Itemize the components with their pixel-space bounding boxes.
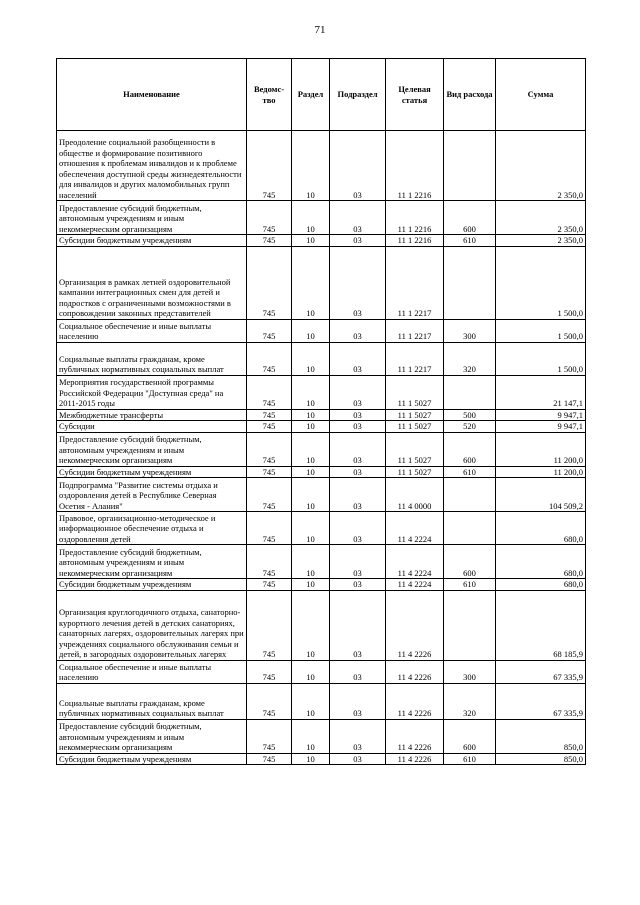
row-celevaya-statya-cell: 11 4 2224 (386, 579, 444, 591)
row-podrazdel-cell: 03 (330, 432, 386, 466)
row-razdel-cell: 10 (292, 660, 330, 683)
row-vedomstvo-cell: 745 (247, 660, 292, 683)
row-summa-cell: 2 350,0 (496, 131, 586, 201)
row-summa-cell: 2 350,0 (496, 235, 586, 247)
row-summa-cell: 68 185,9 (496, 590, 586, 660)
row-name-cell: Субсидии (57, 421, 247, 433)
row-vedomstvo-cell: 745 (247, 342, 292, 375)
row-razdel-cell: 10 (292, 235, 330, 247)
row-name-cell: Предоставление субсидий бюджетным, автономным учреждениям и иным некоммерческим организациям (57, 545, 247, 579)
table-row (57, 512, 586, 545)
table-row (57, 246, 586, 319)
row-razdel-cell: 10 (292, 719, 330, 753)
row-celevaya-statya-cell: 11 4 0000 (386, 478, 444, 512)
row-celevaya-statya-cell: 11 1 2217 (386, 246, 444, 319)
row-razdel-cell: 10 (292, 478, 330, 512)
header-podrazdel: Подраздел (330, 59, 386, 131)
table-row (57, 753, 586, 765)
row-podrazdel-cell: 03 (330, 235, 386, 247)
row-summa-cell: 1 500,0 (496, 246, 586, 319)
row-razdel-cell: 10 (292, 683, 330, 719)
row-razdel-cell: 10 (292, 421, 330, 433)
row-podrazdel-cell: 03 (330, 545, 386, 579)
row-summa-cell: 21 147,1 (496, 375, 586, 409)
row-name-cell: Субсидии бюджетным учреждениям (57, 235, 247, 247)
row-summa-cell: 850,0 (496, 719, 586, 753)
row-celevaya-statya-cell: 11 4 2224 (386, 512, 444, 545)
row-vedomstvo-cell: 745 (247, 683, 292, 719)
row-celevaya-statya-cell: 11 1 5027 (386, 421, 444, 433)
header-summa: Сумма (496, 59, 586, 131)
table-row (57, 319, 586, 342)
row-summa-cell: 67 335,9 (496, 660, 586, 683)
row-razdel-cell: 10 (292, 579, 330, 591)
row-name-cell: Субсидии бюджетным учреждениям (57, 753, 247, 765)
header-name: Наименование (57, 59, 247, 131)
row-vedomstvo-cell: 745 (247, 409, 292, 421)
row-razdel-cell: 10 (292, 131, 330, 201)
row-razdel-cell: 10 (292, 512, 330, 545)
row-razdel-cell: 10 (292, 342, 330, 375)
row-vedomstvo-cell: 745 (247, 319, 292, 342)
table-header-row (57, 59, 586, 131)
table-row (57, 342, 586, 375)
row-vedomstvo-cell: 745 (247, 375, 292, 409)
row-name-cell: Межбюджетные трансферты (57, 409, 247, 421)
row-vid-raskhoda-cell: 600 (444, 201, 496, 235)
row-vid-raskhoda-cell: 610 (444, 753, 496, 765)
budget-table (56, 58, 586, 765)
row-vid-raskhoda-cell: 300 (444, 319, 496, 342)
row-vedomstvo-cell: 745 (247, 432, 292, 466)
row-razdel-cell: 10 (292, 201, 330, 235)
row-vid-raskhoda-cell: 320 (444, 683, 496, 719)
row-razdel-cell: 10 (292, 432, 330, 466)
row-celevaya-statya-cell: 11 1 2216 (386, 235, 444, 247)
page-number: 71 (314, 24, 326, 36)
row-celevaya-statya-cell: 11 1 5027 (386, 432, 444, 466)
row-vid-raskhoda-cell: 320 (444, 342, 496, 375)
row-podrazdel-cell: 03 (330, 753, 386, 765)
row-vedomstvo-cell: 745 (247, 753, 292, 765)
row-razdel-cell: 10 (292, 753, 330, 765)
row-summa-cell: 11 200,0 (496, 432, 586, 466)
row-summa-cell: 1 500,0 (496, 319, 586, 342)
table-row (57, 421, 586, 433)
table-row (57, 719, 586, 753)
row-razdel-cell: 10 (292, 466, 330, 478)
row-summa-cell: 9 947,1 (496, 409, 586, 421)
row-summa-cell: 680,0 (496, 545, 586, 579)
row-celevaya-statya-cell: 11 1 5027 (386, 375, 444, 409)
row-vid-raskhoda-cell (444, 375, 496, 409)
row-summa-cell: 2 350,0 (496, 201, 586, 235)
row-vid-raskhoda-cell: 520 (444, 421, 496, 433)
row-podrazdel-cell: 03 (330, 201, 386, 235)
row-podrazdel-cell: 03 (330, 466, 386, 478)
row-celevaya-statya-cell: 11 1 5027 (386, 466, 444, 478)
table-row (57, 660, 586, 683)
header-vedomstvo: Ведомс- тво (247, 59, 292, 131)
row-summa-cell: 11 200,0 (496, 466, 586, 478)
table-row (57, 590, 586, 660)
row-name-cell: Субсидии бюджетным учреждениям (57, 466, 247, 478)
row-celevaya-statya-cell: 11 1 2217 (386, 319, 444, 342)
row-podrazdel-cell: 03 (330, 421, 386, 433)
row-celevaya-statya-cell: 11 1 2217 (386, 342, 444, 375)
table-row (57, 478, 586, 512)
table-row (57, 235, 586, 247)
row-vid-raskhoda-cell (444, 246, 496, 319)
row-celevaya-statya-cell: 11 4 2226 (386, 660, 444, 683)
table-row (57, 683, 586, 719)
row-vedomstvo-cell: 745 (247, 719, 292, 753)
row-celevaya-statya-cell: 11 4 2226 (386, 590, 444, 660)
row-razdel-cell: 10 (292, 246, 330, 319)
table-row (57, 579, 586, 591)
row-vedomstvo-cell: 745 (247, 131, 292, 201)
row-celevaya-statya-cell: 11 4 2226 (386, 753, 444, 765)
row-vedomstvo-cell: 745 (247, 579, 292, 591)
row-celevaya-statya-cell: 11 4 2226 (386, 719, 444, 753)
row-celevaya-statya-cell: 11 1 2216 (386, 131, 444, 201)
row-vid-raskhoda-cell: 610 (444, 466, 496, 478)
row-vid-raskhoda-cell: 300 (444, 660, 496, 683)
row-vid-raskhoda-cell (444, 478, 496, 512)
row-podrazdel-cell: 03 (330, 409, 386, 421)
row-name-cell: Подпрограмма "Развитие системы отдыха и оздоровления детей в Республике Северная Осетия - Алания" (57, 478, 247, 512)
table-row (57, 409, 586, 421)
table-row (57, 375, 586, 409)
row-celevaya-statya-cell: 11 1 2216 (386, 201, 444, 235)
table-row (57, 201, 586, 235)
row-vid-raskhoda-cell: 610 (444, 235, 496, 247)
row-name-cell: Правовое, организационно-методическое и информационное обеспечение отдыха и оздоровления детей (57, 512, 247, 545)
row-vedomstvo-cell: 745 (247, 512, 292, 545)
header-celevaya-statya: Целевая статья (386, 59, 444, 131)
row-razdel-cell: 10 (292, 409, 330, 421)
table-row (57, 545, 586, 579)
header-vid-raskhoda: Вид расхода (444, 59, 496, 131)
row-vedomstvo-cell: 745 (247, 590, 292, 660)
row-name-cell: Предоставление субсидий бюджетным, автономным учреждениям и иным некоммерческим организациям (57, 432, 247, 466)
row-razdel-cell: 10 (292, 545, 330, 579)
row-podrazdel-cell: 03 (330, 131, 386, 201)
row-summa-cell: 680,0 (496, 512, 586, 545)
row-podrazdel-cell: 03 (330, 512, 386, 545)
row-vedomstvo-cell: 745 (247, 478, 292, 512)
row-name-cell: Организация в рамках летней оздоровительной кампании интеграционных смен для детей и подростков с ограниченными возможностями в сопровождении законных представителей (57, 246, 247, 319)
row-summa-cell: 850,0 (496, 753, 586, 765)
row-vedomstvo-cell: 745 (247, 545, 292, 579)
row-podrazdel-cell: 03 (330, 719, 386, 753)
row-vid-raskhoda-cell: 600 (444, 545, 496, 579)
row-summa-cell: 1 500,0 (496, 342, 586, 375)
row-name-cell: Предоставление субсидий бюджетным, автономным учреждениям и иным некоммерческим организациям (57, 719, 247, 753)
row-razdel-cell: 10 (292, 319, 330, 342)
row-name-cell: Предоставление субсидий бюджетным, автономным учреждениям и иным некоммерческим организациям (57, 201, 247, 235)
row-podrazdel-cell: 03 (330, 342, 386, 375)
row-vid-raskhoda-cell (444, 590, 496, 660)
row-summa-cell: 67 335,9 (496, 683, 586, 719)
row-celevaya-statya-cell: 11 4 2224 (386, 545, 444, 579)
row-podrazdel-cell: 03 (330, 683, 386, 719)
table-row (57, 131, 586, 201)
row-podrazdel-cell: 03 (330, 590, 386, 660)
row-podrazdel-cell: 03 (330, 319, 386, 342)
row-vid-raskhoda-cell (444, 131, 496, 201)
row-vid-raskhoda-cell: 600 (444, 432, 496, 466)
table-row (57, 466, 586, 478)
row-name-cell: Мероприятия государственной программы Российской Федерации "Доступная среда" на 2011-2015 годы (57, 375, 247, 409)
row-name-cell: Социальное обеспечение и иные выплаты населению (57, 319, 247, 342)
row-vedomstvo-cell: 745 (247, 201, 292, 235)
row-summa-cell: 680,0 (496, 579, 586, 591)
row-podrazdel-cell: 03 (330, 579, 386, 591)
row-vedomstvo-cell: 745 (247, 235, 292, 247)
row-name-cell: Социальные выплаты гражданам, кроме публичных нормативных социальных выплат (57, 683, 247, 719)
row-podrazdel-cell: 03 (330, 660, 386, 683)
row-podrazdel-cell: 03 (330, 246, 386, 319)
row-razdel-cell: 10 (292, 590, 330, 660)
row-name-cell: Преодоление социальной разобщенности в обществе и формирование позитивного отношения к проблемам инвалидов и к проблеме обеспечения доступной среды жизнедеятельности для инвалидов и других маломобильных групп населений (57, 131, 247, 201)
row-celevaya-statya-cell: 11 4 2226 (386, 683, 444, 719)
row-name-cell: Субсидии бюджетным учреждениям (57, 579, 247, 591)
row-name-cell: Социальные выплаты гражданам, кроме публичных нормативных социальных выплат (57, 342, 247, 375)
row-vid-raskhoda-cell (444, 512, 496, 545)
row-summa-cell: 104 509,2 (496, 478, 586, 512)
row-summa-cell: 9 947,1 (496, 421, 586, 433)
row-podrazdel-cell: 03 (330, 478, 386, 512)
row-vedomstvo-cell: 745 (247, 246, 292, 319)
row-name-cell: Социальное обеспечение и иные выплаты населению (57, 660, 247, 683)
row-podrazdel-cell: 03 (330, 375, 386, 409)
row-name-cell: Организация круглогодичного отдыха, санаторно-курортного лечения детей в детских санаториях, санаторных лагерях, оздоровительных лагерях при учреждениях социального обслуживания семьи и детей, в загородных оздоровительных лагерях (57, 590, 247, 660)
header-razdel: Раздел (292, 59, 330, 131)
row-vid-raskhoda-cell: 600 (444, 719, 496, 753)
row-vid-raskhoda-cell: 610 (444, 579, 496, 591)
row-razdel-cell: 10 (292, 375, 330, 409)
table-row (57, 432, 586, 466)
row-vedomstvo-cell: 745 (247, 421, 292, 433)
row-vid-raskhoda-cell: 500 (444, 409, 496, 421)
row-vedomstvo-cell: 745 (247, 466, 292, 478)
row-celevaya-statya-cell: 11 1 5027 (386, 409, 444, 421)
